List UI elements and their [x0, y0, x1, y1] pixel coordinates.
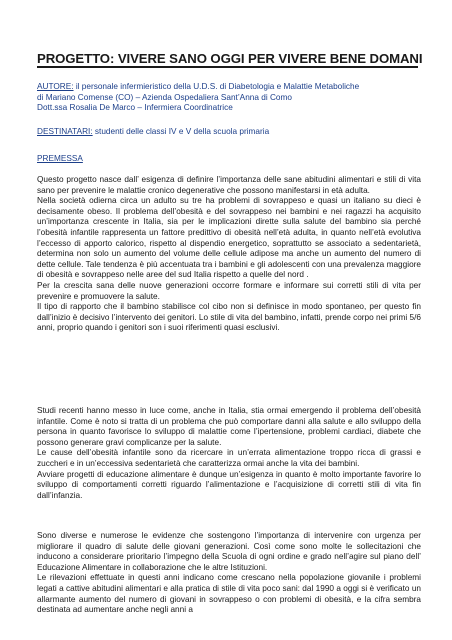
paragraph: Per la crescita sana delle nuove generazioni occorre formare e informare sui corretti stili di vita per prevenire e promuovere la salute.: [37, 280, 421, 301]
author-line-1: [37, 82, 421, 93]
paragraph: Il tipo di rapporto che il bambino stabilisce col cibo non si definisce in modo spontaneo, per questo fin dall’inizio è decisivo l’intervento dei genitori. Lo stile di vita del bambino, infatti, prende corpo nei primi 5/6 anni, proprio quando i genitori son i suoi riferimenti quasi esclusivi.: [37, 302, 421, 333]
recipients-label: DESTINATARI:: [37, 127, 93, 136]
paragraph: Questo progetto nasce dall’ esigenza di definire l’importanza delle sane abitudini alimentari e stili di vita sano per prevenire le malattie cronico degenerative che possono manifestarsi in età adulta.: [37, 175, 421, 195]
premessa-heading: PREMESSA: [37, 154, 83, 163]
section-heading-premessa: [37, 154, 421, 165]
paragraph: Le cause dell’obesità infantile sono da ricercare in un’errata alimentazione troppo ricca di grassi e zuccheri e in un’eccessiva sedentarietà che caratterizza ormai anche la vita dei bambini.: [37, 448, 421, 468]
author-line-2: di Mariano Comense (CO) – Azienda Ospedaliera Sant’Anna di Como: [37, 92, 292, 102]
paragraph: Sono diverse e numerose le evidenze che sostengono l’importanza di intervenire con urgenza per migliorare il quadro di salute delle giovani generazioni. Così come sono molte le sollecitazioni che inducono a considerare prioritario l’impegno della Scuola di ogni ordine e grado nell’agire sul piano dell’ Educazione Alimentare in collaborazione che le altre Istituzioni.: [37, 531, 421, 572]
title-underline: [37, 66, 418, 68]
paragraph: Avviare progetti di educazione alimentare è dunque un’esigenza in quanto è molto importante favorire lo sviluppo di comportamenti corretti riguardo l’alimentazione e l’acquisizione di corretti stili di vita fin dall’infanzia.: [37, 469, 421, 500]
paragraph: Le rilevazioni effettuate in questi anni indicano come crescano nella popolazione giovanile i problemi legati a cattive abitudini alimentari e alla pratica di stile di vita poco sani: dal 1990 a oggi si è verificato un allarmante aumento del numero di giovani in sovrappeso o con problemi di obesità, e la cifra sembra destinata ad aumentare anche negli anni a: [37, 573, 421, 615]
recipients-text: studenti delle classi IV e V della scuola primaria: [92, 127, 270, 136]
premessa-group-3: [37, 531, 421, 616]
author-block: [37, 82, 421, 114]
premessa-group-2: [37, 406, 421, 501]
recipients-block: [37, 127, 421, 138]
paragraph: Studi recenti hanno messo in luce come, anche in Italia, stia ormai emergendo il problema dell’obesità infantile. Come è noto si tratta di un problema che può comportare danni alla salute e allo sviluppo della persona in quanto favorisce lo sviluppo di malattie come l’ipertensione, problemi cardiaci, diabete che possono generare gravi complicanze per la salute.: [37, 406, 421, 447]
author-text: il personale infermieristico della U.D.S. di Diabetologia e Malattie Metaboliche: [73, 82, 360, 91]
premessa-group-1: [37, 175, 421, 334]
author-label: AUTORE:: [37, 82, 74, 91]
document-title: PROGETTO: VIVERE SANO OGGI PER VIVERE BENE DOMANI: [37, 51, 423, 66]
author-line-3: Dott.ssa Rosalia De Marco – Infermiera Coordinatrice: [37, 103, 233, 113]
paragraph: Nella società odierna circa un adulto su tre ha problemi di sovrappeso e quasi un italiano su dieci è decisamente obeso. Il problema dell’obesità e del sovrappeso nei bambini e nei ragazzi ha acquisito un’importanza crescente in Italia, sia per le implicazioni dirette sulla salute del bambino sia perché l’obesità infantile rappresenta un fattore predittivo di obesità nell’età adulta, in quanto nell’età evolutiva l’eccesso di apporto calorico, rispetto al dispendio energetico, soprattutto se associato a sedentarietà, determina non solo un aumento del volume delle cellule adipose ma anche un aumento del numero di dette cellule. Tale tendenza è più accentuata tra i bambini e gli adolescenti con una prevalenza maggiore di obesità e sovrappeso nelle aree del sud Italia rispetto a quelle del nord .: [37, 196, 421, 280]
